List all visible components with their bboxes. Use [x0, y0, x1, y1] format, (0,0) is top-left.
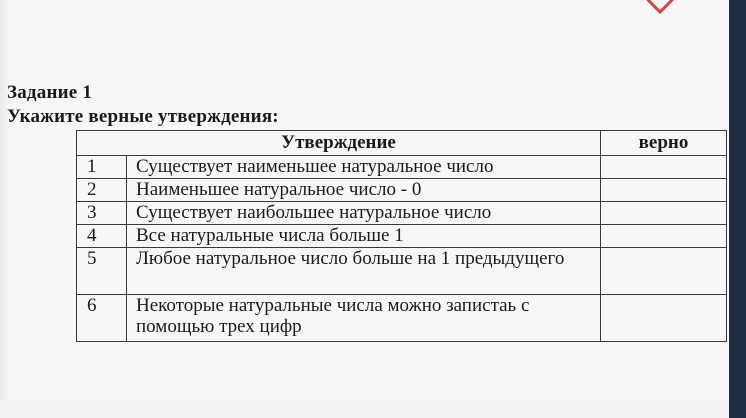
row-correct-cell[interactable]: [601, 295, 727, 342]
statements-table: [76, 130, 727, 342]
task-instruction: Укажите верные утверждения:: [7, 106, 279, 127]
table-row: [77, 156, 727, 179]
table-row: [77, 179, 727, 202]
table-row: [77, 295, 727, 342]
table-header-row: [77, 131, 727, 156]
row-statement: Любое натуральное число больше на 1 предыдущего: [127, 248, 601, 295]
row-correct-cell[interactable]: [601, 179, 727, 202]
row-number: 2: [77, 179, 127, 202]
row-number: 5: [77, 248, 127, 295]
row-number: 1: [77, 156, 127, 179]
row-statement: Наименьшее натуральное число - 0: [127, 179, 601, 202]
row-correct-cell[interactable]: [601, 248, 727, 295]
row-correct-cell[interactable]: [601, 225, 727, 248]
row-statement: Существует наибольшее натуральное число: [127, 202, 601, 225]
row-statement: Существует наименьшее натуральное число: [127, 156, 601, 179]
table-row: [77, 248, 727, 295]
header-correct: верно: [601, 131, 727, 156]
row-number: 6: [77, 295, 127, 342]
row-statement: Некоторые натуральные числа можно запистаь с помощью трех цифр: [127, 295, 601, 342]
row-correct-cell[interactable]: [601, 156, 727, 179]
close-icon[interactable]: [642, 0, 678, 18]
page-bottom-edge: [0, 400, 729, 418]
table-row: [77, 225, 727, 248]
header-statement: Утверждение: [77, 131, 601, 156]
row-number: 4: [77, 225, 127, 248]
task-title: Задание 1: [7, 82, 93, 103]
page-edge-shade: [0, 0, 10, 418]
window-side-band: [729, 0, 746, 418]
row-number: 3: [77, 202, 127, 225]
table-row: [77, 202, 727, 225]
row-correct-cell[interactable]: [601, 202, 727, 225]
row-statement: Все натуральные числа больше 1: [127, 225, 601, 248]
